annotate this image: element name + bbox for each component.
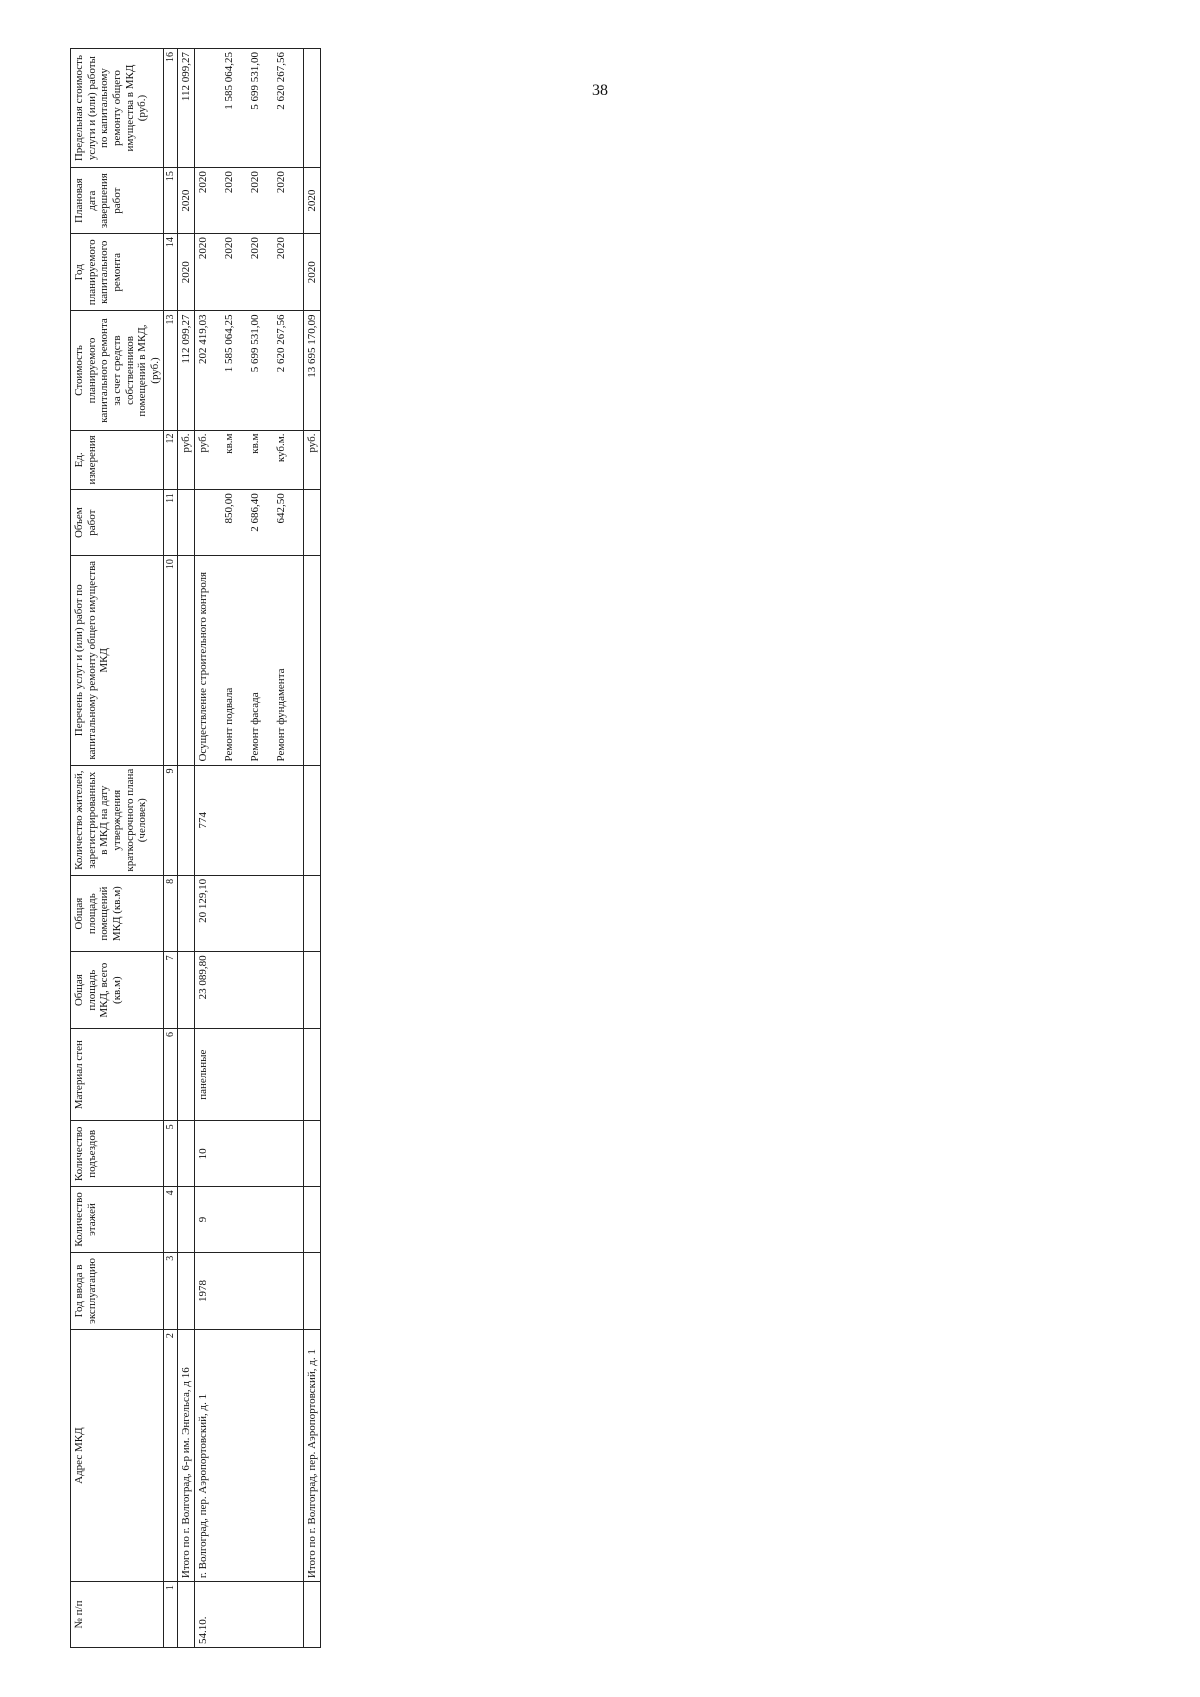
col-header-material: Материал стен [71, 1028, 164, 1120]
work-cost: 5 699 531,00 [249, 314, 262, 373]
work-name: Ремонт фундамента [275, 668, 288, 762]
col-number: 11 [164, 490, 178, 556]
total-cost: 112 099,27 [178, 311, 195, 430]
work-volume [197, 493, 223, 552]
col-header-year: Год ввода в эксплуатацию [71, 1252, 164, 1329]
item-area-total: 23 089,80 [195, 952, 304, 1029]
total-date: 2020 [304, 168, 321, 234]
work-year: 2020 [197, 237, 210, 260]
total-year: 2020 [304, 234, 321, 311]
col-number: 3 [164, 1252, 178, 1329]
work-cost: 1 585 064,25 [223, 314, 236, 373]
col-header-volume: Объем работ [71, 490, 164, 556]
work-year: 2020 [249, 237, 262, 260]
total-address: Итого по г. Волгоград, 6-р им. Энгельса, д 16 [178, 1330, 195, 1582]
item-floors: 9 [195, 1187, 304, 1252]
work-end-date: 2020 [275, 171, 288, 194]
work-end-date: 2020 [223, 171, 236, 194]
col-header-residents: Количество жителей, зарегистрированных в МКД на дату утверждения краткосрочного плана (человек) [71, 765, 164, 875]
total-address: Итого по г. Волгоград, пер. Аэропортовский, д. 1 [304, 1330, 321, 1582]
col-number: 16 [164, 49, 178, 168]
work-limit: 2 620 267,56 [275, 52, 288, 110]
total-row: Итого по г. Волгоград, 6-р им. Энгельса, д 16 руб. 112 099,27 2020 2020 112 099,27 [178, 49, 195, 1648]
item-address: г. Волгоград, пер. Аэропортовский, д. 1 [195, 1330, 304, 1582]
total-cost: 13 695 170,09 [304, 311, 321, 430]
work-unit: руб. [197, 433, 210, 453]
total-row: Итого по г. Волгоград, пер. Аэропортовский, д. 1 руб. 13 695 170,09 2020 2020 [304, 49, 321, 1648]
total-year: 2020 [178, 234, 195, 311]
total-limit: 112 099,27 [178, 49, 195, 168]
works-list [195, 556, 304, 765]
col-number: 10 [164, 556, 178, 765]
volume-list [195, 490, 304, 556]
work-name: Ремонт подвала [223, 687, 236, 762]
work-volume: 850,00 [223, 493, 236, 524]
unit-list [195, 430, 304, 490]
page-number: 38 [592, 82, 608, 99]
col-number: 1 [164, 1582, 178, 1648]
limit-list [195, 49, 304, 168]
item-number: 54.10. [195, 1582, 304, 1648]
col-header-area-total: Общая площадь МКД, всего (кв.м) [71, 952, 164, 1029]
col-number: 4 [164, 1187, 178, 1252]
col-number: 9 [164, 765, 178, 875]
work-unit: кв.м [249, 433, 262, 454]
col-header-repair-year: Год планируемого капитального ремонта [71, 234, 164, 311]
work-end-date: 2020 [197, 171, 210, 194]
col-number: 12 [164, 430, 178, 490]
work-unit: кв.м [223, 433, 236, 454]
repair-year-list [195, 234, 304, 311]
col-number: 8 [164, 875, 178, 952]
col-header-unit: Ед. измерения [71, 430, 164, 490]
repair-plan-table [70, 48, 321, 1648]
item-entrances: 10 [195, 1121, 304, 1187]
work-cost: 202 419,03 [197, 314, 210, 364]
col-number: 7 [164, 952, 178, 1029]
col-header-limit: Предельная стоимость услуги и (или) работы по капитальному ремонту общего имущества в МКД (руб.) [71, 49, 164, 168]
item-year-built: 1978 [195, 1252, 304, 1329]
col-number: 13 [164, 311, 178, 430]
col-number: 5 [164, 1121, 178, 1187]
col-number: 14 [164, 234, 178, 311]
cost-list [195, 311, 304, 430]
work-end-date: 2020 [249, 171, 262, 194]
work-year: 2020 [223, 237, 236, 260]
col-header-cost: Стоимость планируемого капитального ремонта за счет средств собственников помещений в МКД, (руб.) [71, 311, 164, 430]
work-year: 2020 [275, 237, 288, 260]
end-date-list [195, 168, 304, 234]
item-area-rooms: 20 129,10 [195, 875, 304, 952]
table-body [178, 49, 321, 1648]
work-name: Осуществление строительного контроля [197, 571, 210, 762]
work-name: Ремонт фасада [249, 692, 262, 762]
col-header-area-rooms: Общая площадь помещений МКД (кв.м) [71, 875, 164, 952]
rotated-table-container [70, 48, 1170, 1648]
work-limit: 1 585 064,25 [223, 52, 236, 110]
col-header-no: № п/п [71, 1582, 164, 1648]
col-number: 6 [164, 1028, 178, 1120]
col-header-end-date: Плановая дата завершения работ [71, 168, 164, 234]
item-material: панельные [195, 1028, 304, 1120]
work-cost: 2 620 267,56 [275, 314, 288, 373]
work-limit: 5 699 531,00 [249, 52, 262, 110]
column-number-row [164, 49, 178, 1648]
work-volume: 642,50 [275, 493, 288, 524]
col-number: 15 [164, 168, 178, 234]
work-limit [197, 52, 223, 164]
building-row [195, 49, 304, 1648]
col-header-works: Перечень услуг и (или) работ по капитальному ремонту общего имущества МКД [71, 556, 164, 765]
col-header-entrances: Количество подъездов [71, 1121, 164, 1187]
item-residents: 774 [195, 765, 304, 875]
col-header-floors: Количество этажей [71, 1187, 164, 1252]
col-header-address: Адрес МКД [71, 1330, 164, 1582]
total-limit [304, 49, 321, 168]
work-volume: 2 686,40 [249, 493, 262, 532]
col-number: 2 [164, 1330, 178, 1582]
work-unit: куб.м. [275, 433, 288, 463]
header-row [71, 49, 164, 1648]
total-date: 2020 [178, 168, 195, 234]
